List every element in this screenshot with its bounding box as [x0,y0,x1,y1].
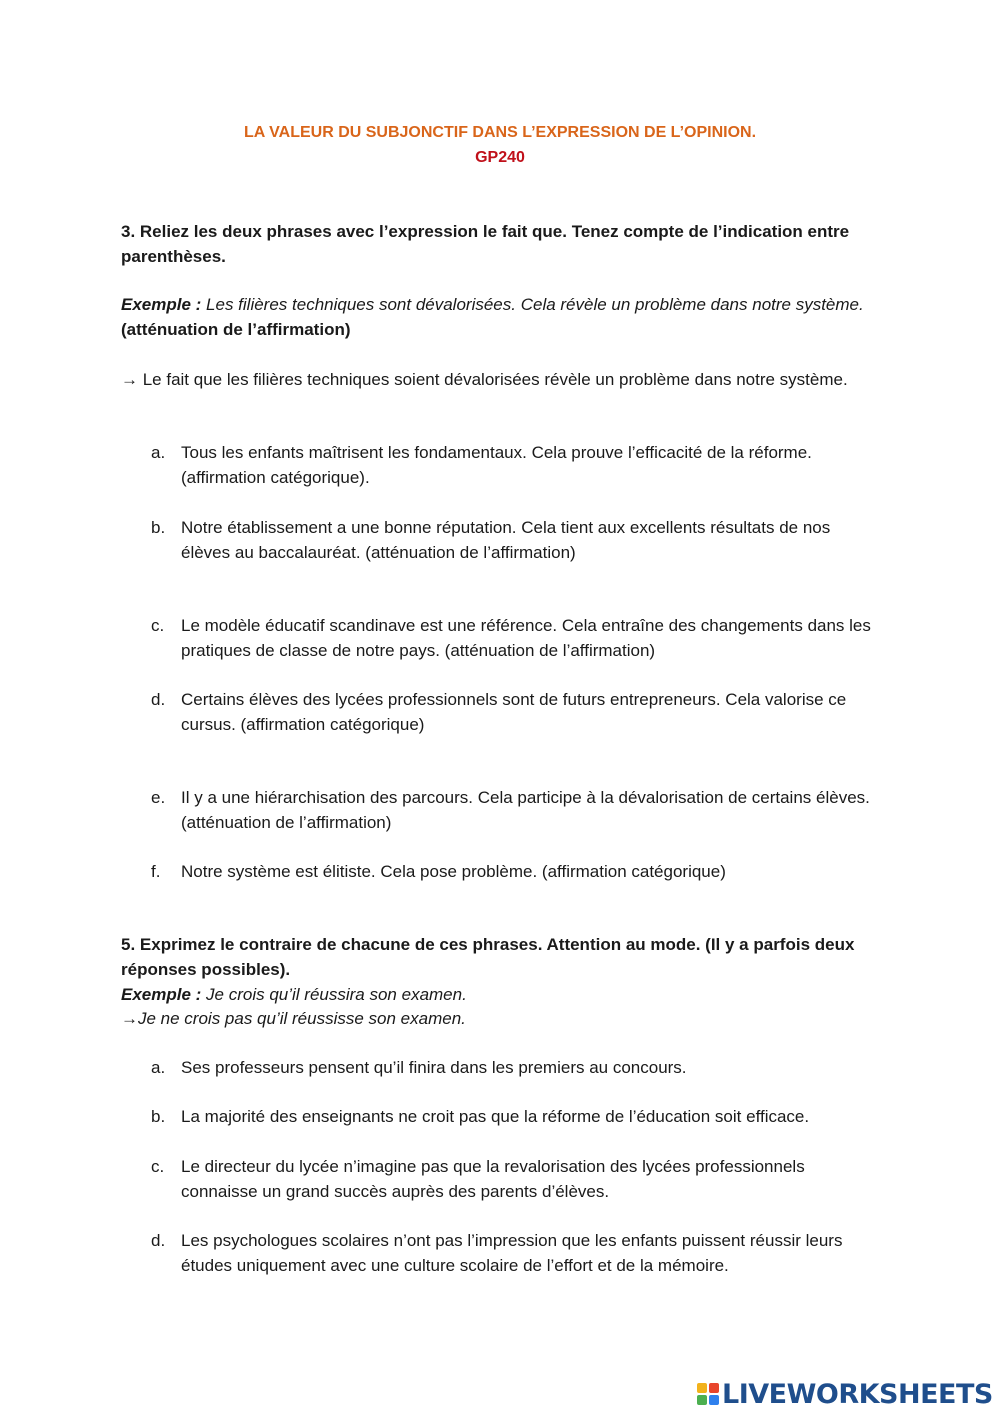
exercise-3-instruction: 3. Reliez les deux phrases avec l’expression le fait que. Tenez compte de l’indication entre parenthèses. [121,222,850,266]
item-text: Les psychologues scolaires n’ont pas l’impression que les enfants puissent réussir leurs études uniquement avec une culture scolaire de l’effort et de la mémoire. [181,1231,843,1275]
item-text: Tous les enfants maîtrisent les fondamentaux. Cela prouve l’efficacité de la réforme. (affirmation catégorique). [181,443,812,487]
exercise-3-example-answer [121,367,891,392]
list-item [121,859,881,884]
exercise-5-example [121,982,891,1007]
example-label: Exemple : [121,295,202,314]
list-item [121,515,881,565]
item-text: Le modèle éducatif scandinave est une référence. Cela entraîne des changements dans les pratiques de classe de notre pays. (atténuation de l’affirmation) [181,616,871,660]
logo-mark-icon [697,1383,719,1405]
item-marker: a. [151,443,166,462]
list-item [121,1104,881,1129]
list-item [121,440,881,490]
item-marker: d. [151,690,166,709]
example-note: (atténuation de l’affirmation) [121,320,351,339]
arrow-right-icon: → [121,370,138,389]
worksheet-code: GP240 [475,149,525,166]
page-title: LA VALEUR DU SUBJONCTIF DANS L’EXPRESSION DE L’OPINION. [243,124,757,141]
item-text: La majorité des enseignants ne croit pas que la réforme de l’éducation soit efficace. [181,1107,810,1126]
item-marker: c. [151,1157,165,1176]
list-item [121,1154,881,1204]
example-answer: Je ne crois pas qu’il réussisse son examen. [138,1009,466,1028]
example-text: Je crois qu’il réussira son examen. [201,985,467,1004]
item-marker: b. [151,1107,166,1126]
example-answer: Le fait que les filières techniques soient dévalorisées révèle un problème dans notre système. [138,370,848,389]
item-marker: f. [151,862,161,881]
arrow-right-icon: → [121,1009,138,1028]
item-text: Notre établissement a une bonne réputation. Cela tient aux excellents résultats de nos élèves au baccalauréat. (atténuation de l’affirmation) [181,518,831,562]
list-item [121,785,881,835]
list-item [121,613,881,663]
list-item [121,687,881,737]
item-marker: e. [151,788,166,807]
item-marker: d. [151,1231,166,1250]
example-text: Les filières techniques sont dévalorisées. Cela révèle un problème dans notre système. [201,295,864,314]
list-item [121,1228,881,1278]
item-marker: c. [151,616,165,635]
item-text: Ses professeurs pensent qu’il finira dans les premiers au concours. [181,1058,687,1077]
item-marker: a. [151,1058,166,1077]
list-item [121,1055,881,1080]
exercise-5-instruction: 5. Exprimez le contraire de chacune de ces phrases. Attention au mode. (Il y a parfois deux réponses possibles). [121,935,855,979]
exercise-3-example [121,292,891,342]
brand-name: LIVEWORKSHEETS [722,1378,993,1410]
item-text: Il y a une hiérarchisation des parcours. Cela participe à la dévalorisation de certains élèves. (atténuation de l’affirmation) [181,788,870,832]
item-text: Le directeur du lycée n’imagine pas que la revalorisation des lycées professionnels connaisse un grand succès auprès des parents d’élèves. [181,1157,805,1201]
liveworksheets-logo [697,1378,993,1410]
item-text: Certains élèves des lycées professionnels sont de futurs entrepreneurs. Cela valorise ce cursus. (affirmation catégorique) [181,690,847,734]
item-marker: b. [151,518,166,537]
exercise-5-example-answer [121,1006,891,1031]
item-text: Notre système est élitiste. Cela pose problème. (affirmation catégorique) [181,862,726,881]
example-label: Exemple : [121,985,202,1004]
